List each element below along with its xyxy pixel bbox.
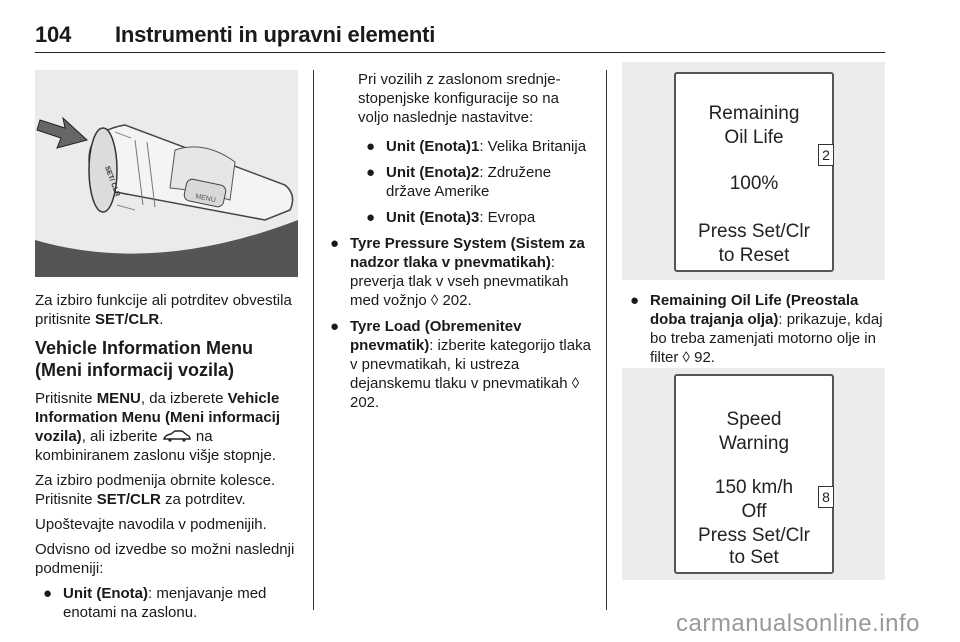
bullet-icon: ● <box>330 235 340 252</box>
para-menu-button: Pritisnite MENU, da izberete Vehicle Information Menu (Meni informacij vozila), ali izberite na kombiniranem zaslonu višje stopnje. <box>35 390 281 464</box>
bullet-icon: ● <box>366 209 376 226</box>
bullet-icon: ● <box>43 585 53 602</box>
screen-line: Speed <box>726 409 782 430</box>
para-submenus-intro: Odvisno od izvedbe so možni naslednji podmeniji: <box>35 541 295 577</box>
screen-line: Press Set/Clr <box>698 525 810 546</box>
list-item: ● Unit (Enota): menjavanje med enotami na zaslonu. <box>35 584 300 622</box>
set-clr-label: SET/ CLR <box>103 165 121 198</box>
menu-label: MENU <box>194 193 217 205</box>
watermark: carmanualsonline.info <box>676 610 920 637</box>
para-instructions: Upoštevajte navodila v podmenijih. <box>35 516 267 533</box>
screen-line: Off <box>741 501 767 522</box>
oil-life-value: 100% <box>729 173 779 194</box>
column-divider <box>606 70 607 610</box>
page-header <box>35 22 885 48</box>
para-submenu: Za izbiro podmenija obrnite kolesce. Pritisnite SET/CLR za potrditev. <box>35 472 276 508</box>
page-title: Instrumenti in upravni elementi <box>115 22 436 47</box>
screen-line: Press Set/Clr <box>698 221 810 242</box>
list-item: ● Tyre Pressure System (Sistem za nadzor tlaka v pnevmatikah): preverja tlak v vseh pnevmatikah med vožnjo ◊ 202. <box>330 235 585 309</box>
bullet-icon: ● <box>330 318 340 335</box>
screen-line: to Reset <box>718 245 790 266</box>
column-2-text <box>330 70 592 419</box>
bullet-icon: ● <box>630 292 640 309</box>
oil-life-display-figure <box>622 62 885 280</box>
screen-line: Warning <box>718 433 790 454</box>
bullet-icon: ● <box>366 164 376 181</box>
screen-line: Oil Life <box>724 127 784 148</box>
list-item: ● Tyre Load (Obremenitev pnevmatik): izberite kategorijo tlaka v pnevmatikah, ki ustreza dejanskemu tlaku v pnevmatikah ◊ 202. <box>330 318 591 411</box>
column-1-text <box>35 291 300 629</box>
page-number: 104 <box>35 22 72 47</box>
page-ref-icon: ◊ <box>682 349 690 366</box>
figure-number-badge: 2 <box>818 144 834 166</box>
turn-signal-stalk-image <box>35 70 298 277</box>
screen-line: Remaining <box>708 103 800 124</box>
list-item: ● Unit (Enota)3: Evropa <box>330 208 592 227</box>
list-item: ● Unit (Enota)2: Združene države Amerike <box>330 163 592 201</box>
stalk-illustration <box>35 70 298 277</box>
speed-value: 150 km/h <box>714 477 794 498</box>
column-divider <box>313 70 314 610</box>
figure-number-badge: 8 <box>818 486 834 508</box>
oil-life-screen <box>674 72 834 272</box>
section-heading: Vehicle Information Menu (Meni informacij vozila) <box>35 338 254 380</box>
para-unit-settings: Pri vozilih z zaslonom srednje-stopenjske konfiguracije so na voljo naslednje nastavitve: <box>358 71 561 126</box>
para-select-function: Za izbiro funkcije ali potrditev obvestila pritisnite SET/CLR. <box>35 292 292 328</box>
page-ref-icon: ◊ <box>571 375 580 392</box>
screen-line: to Set <box>729 547 779 568</box>
bullet-icon: ● <box>366 138 376 155</box>
car-icon <box>162 430 192 442</box>
page-ref-icon: ◊ <box>430 292 439 309</box>
header-rule <box>35 52 885 53</box>
list-item: ● Unit (Enota)1: Velika Britanija <box>330 137 592 156</box>
speed-warning-display-figure <box>622 368 885 580</box>
speed-warning-screen <box>674 374 834 574</box>
column-3-text <box>630 291 885 374</box>
list-item: ● Remaining Oil Life (Preostala doba trajanja olja): prikazuje, kdaj bo treba zamenjati motorno olje in filter ◊ 92. <box>630 292 883 366</box>
